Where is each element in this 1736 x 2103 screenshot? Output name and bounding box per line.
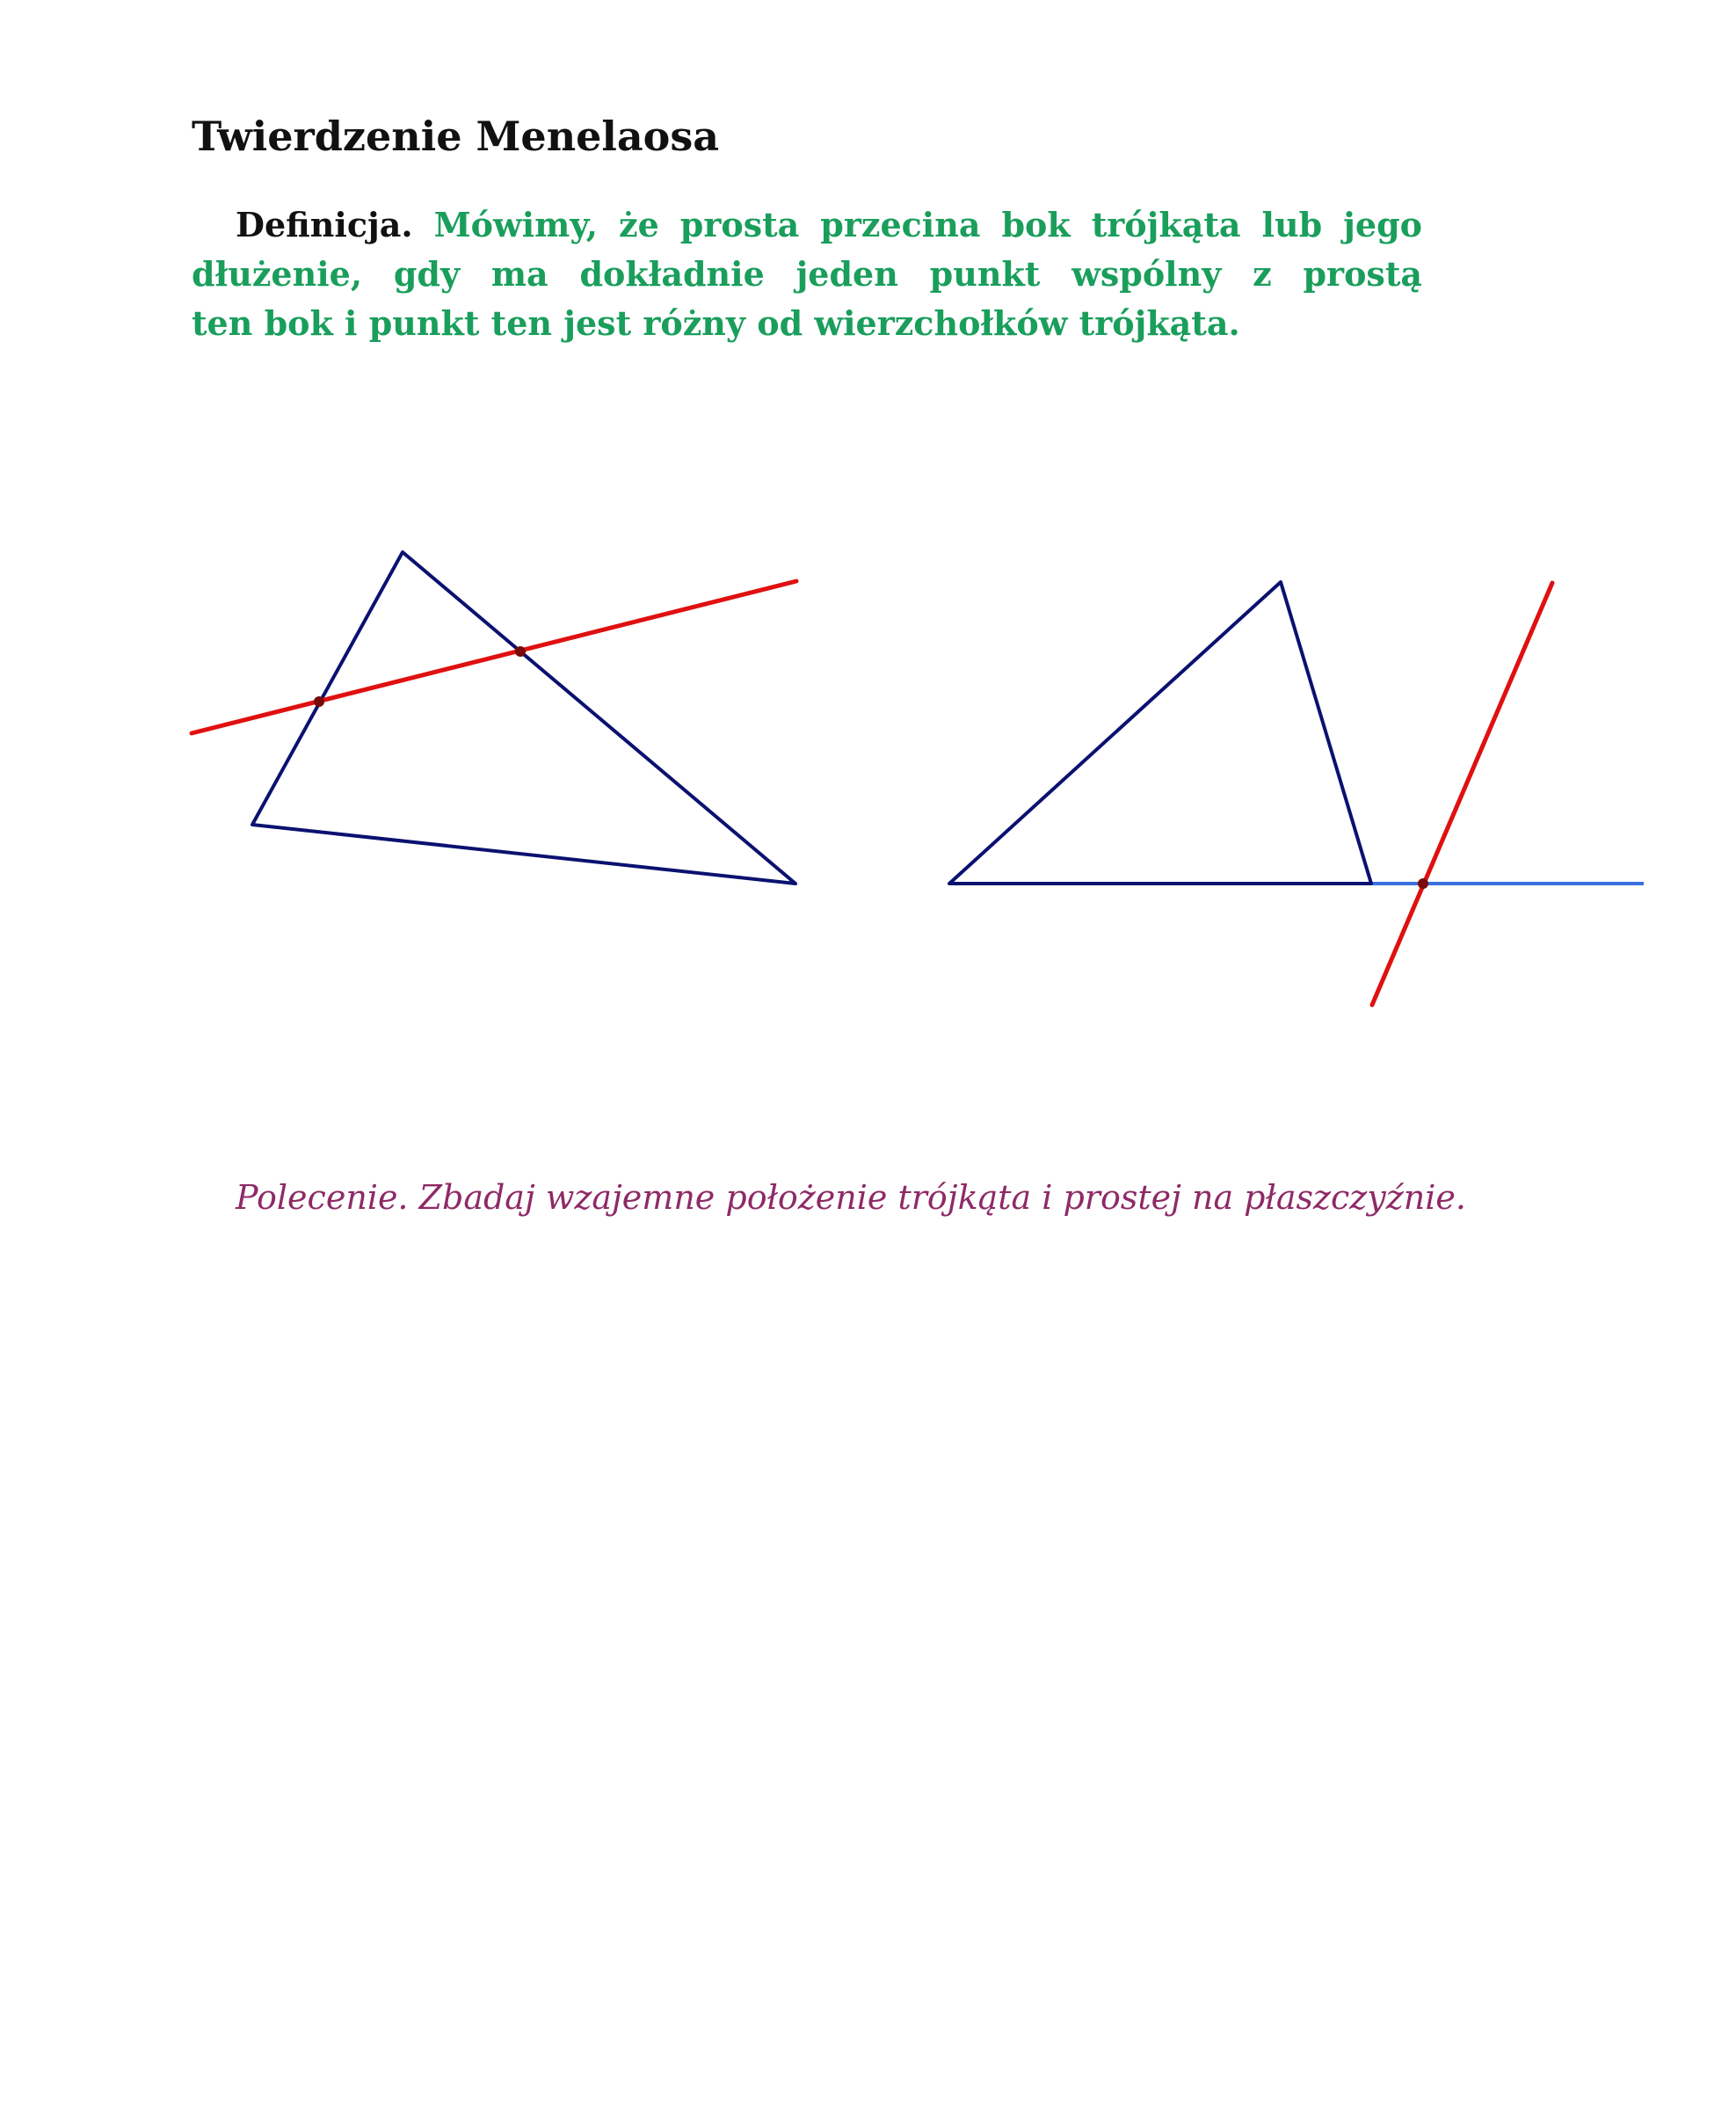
right-triangle (949, 582, 1371, 884)
task-text: Polecenie. Zbadaj wzajemne położenie trójkąta i prostej na płaszczyźnie. (236, 1178, 1466, 1217)
right-intersection-point (1418, 878, 1428, 889)
page-title: Twierdzenie Menelaosa (192, 113, 720, 160)
definition-line-2: dłużenie, gdy ma dokładnie jeden punkt wspólny z prostą (192, 254, 1422, 294)
definition-line-3: ten bok i punkt ten jest różny od wierzchołków trójkąta. (192, 303, 1240, 343)
right-secant-line (1372, 583, 1552, 1005)
definition-label: Definicja. (236, 205, 413, 244)
left-intersection-point-1 (314, 696, 324, 707)
left-intersection-point-2 (515, 646, 526, 657)
definition-text-1: Mówimy, że prosta przecina bok trójkąta lub jego (433, 205, 1422, 244)
left-secant-line (192, 581, 796, 733)
